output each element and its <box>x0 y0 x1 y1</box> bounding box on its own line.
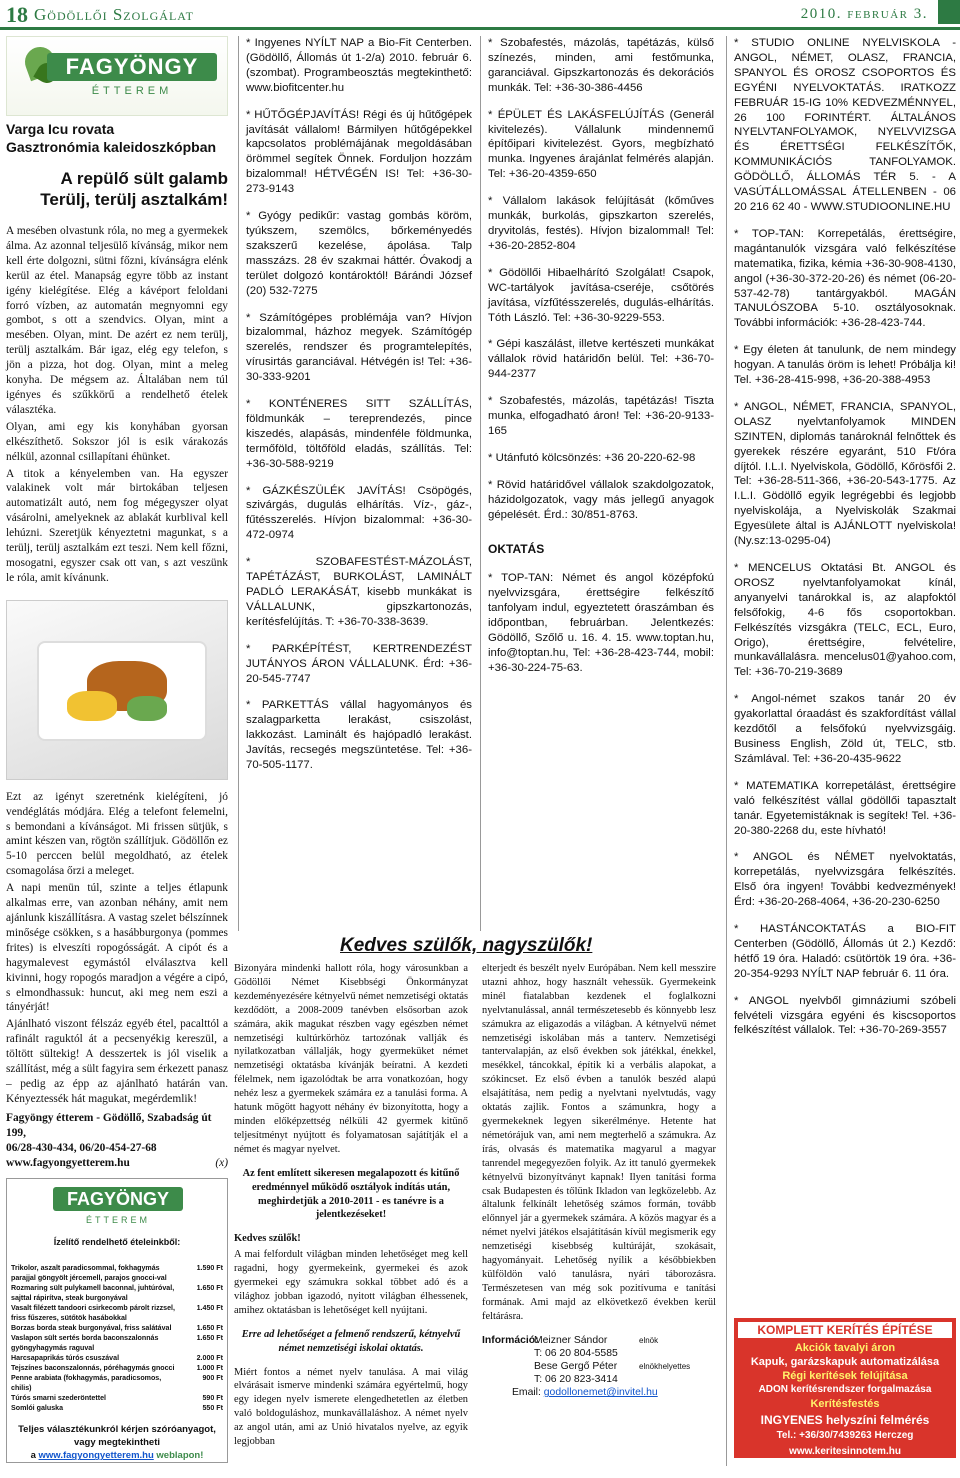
classified-ad: * GÁZKÉSZÜLÉK JAVÍTÁS! Csöpögés, szivárgás, dugulás elhárítás. Víz-, gáz-, fűtésszerelés. Hívjon bizalommal: +36-30-472-0974 <box>246 484 472 542</box>
ks-paragraph: elterjedt és beszélt nyelv Európában. Nem kell messzire utazni ahhoz, hogy használt vehessük. Gyermekeink minél fiatalabban kezdenek el foglalkozni nyelvtanulással, annál természetesebb és könnyebb lesz számukra az eligazodás a világban. A kétnyelvű német nemzetiségi iskolában más a tanterv. Nemzetiségi tantervalapján, az első években sok játékkal, énekkel, mesékkel, táncokkal, építik ki a verbális alapokat, a szókincset. Ez első évben a tanulók beszéd alapú elsajátítása, nem pedig a nyelvtani nyelvtudás, vagy oktatás zajlik. Fontos a számunkra, hogy a gyermekeknek legyen sikerélménye. Hetente hat németórájuk van, ami nem megterhelő a számukra. Az írás, olvasás és matematika magyarul a magyar tanrendel megegyezően folyik. Az itt tanuló gyermekek kétnyelvű bizonyítványt kapnak! Ilyen tanítási forma csak Budapesten és tőlünk Ikladon van legközelebb. Az általunk felkínált lehetőség számos formán, tovább előnnyel jár a gyermekek számára. A közös magyar és a német nyelvi játékos elsajátításán kívül megismerik egy nemzetiségi kisebbség kultúráját, szokásait, hagyományait. Lehetőség nyílik a későbbiekben külföldön való tanulásra, nyári táborozásra. Természetesen van még sok pozitívuma e tanítási formának. Ami majd az elkövetkező években kerül feltárásra. <box>482 963 716 1322</box>
classified-ad: * Szobafestés, mázolás, tapétázás! Tiszta munka, elfogadható áron! Tel: +36-20-9133-165 <box>488 395 714 437</box>
kicker-line: Gasztronómia kaleidoszkópban <box>6 139 217 155</box>
column-divider <box>480 36 481 931</box>
menu-list <box>7 1263 227 1413</box>
contact-line: 06/28-430-434, 06/20-454-27-68 <box>6 1141 157 1154</box>
menu-item-price: 1.650 Ft <box>196 1284 223 1293</box>
header-corner-block <box>938 0 960 24</box>
classified-ad: * Gyógy pedikűr: vastag gombás köröm, tyúkszem, szemölcs, bőrkeményedés szakszerű kezelése, ápolása. Talp masszázs. 28 év szakmai háttér. Óvakodj a terület dolgozó kontároktól! Bárándi József (20) 532-7275 <box>246 210 472 297</box>
menu-box <box>6 1178 228 1463</box>
restaurant-url[interactable]: www.fagyongyetterem.hu <box>6 1156 130 1169</box>
ks-subtitle: Kedves szülők! <box>234 1233 301 1245</box>
column-divider <box>726 36 727 1466</box>
menu-item-name: Vasalt filézett tandoori csirkecomb párolt rizzsel, friss fűszeres, sütőtök hasábokkal <box>11 1304 175 1323</box>
classified-ad: * PARKETTÁS vállal hagyományos és szalagparketta lerakást, csiszolást, lakkozást. Laminált és hajópadló lerakást. Javítás, recsegés megszüntetése. Tel: +36-70-505-1177. <box>246 699 472 772</box>
classified-ad: * TOP-TAN: Német és angol középfokú nyelvvizsgára, érettségire felkészítő tanfolyam indul, egyeztetett óraszámban és időpontban, februárban. Jelentkezés: Gödöllő, Szőlő u. 16. 4. 15. www.toptan.hu, info@toptan.hu, Tel: +36-28-423-744, mobil: +36-30-224-75-63. <box>488 572 714 674</box>
article-body-b <box>6 790 228 1107</box>
menu-item <box>7 1323 227 1333</box>
logo-brand: FAGYÖNGY <box>47 53 217 81</box>
classified-ad: * Rövid határidővel vállalok szakdolgozatok, házidolgozatok, vagy más jellegű anyagok gépelését. Érd.: 30/851-8763. <box>488 478 714 521</box>
menu-item-name: Somlói galuska <box>11 1404 64 1413</box>
article-paragraph: A titok a kényelemben van. Ha egyszer valakinek volt már birtokában teljesen automatizált autó, nem fog mégegyszer olyat vásárolni, amelyeknek az ablakát kurblival kell lehúzni. Szeretjük kényeztetni magunkat, s a terülj, terülj asztalkám ezt teszi. Nem kell főzni, mosogatni, egyszer csak ott van, s azt veszünk le róla, amit kívánunk. <box>6 467 228 584</box>
restaurant-column <box>6 36 228 1463</box>
ks-paragraph: Bizonyára mindenki hallott róla, hogy városunkban a Gödöllői Német Kisebbségi Önkormányzat kezdeményezésére kétnyelvű német nemzetiségi oktatás kezdődött, a 2008-2009 tanévben elsősorban azok számára, akik magukat részben vagy egészben német nemzetiségi kultúrkörhöz tartozónak vallják és nyilatkozatban vállalják, hogy gyermeküket német nemzetiségi oktatásba kívánják beíratni. A kezdeti félelmek, nem igazolódtak be arra vonatkozóan, hogy nehéz lesz a gyermekek számára ez a tanulási forma. A hatunk mögött hagyott néhány év bizonyította, hogy a minden előképzettség nélküli 42 gyermek kitűnő teljesítményt nyújtott és folyamatosan sajátítják el a német és magyar nyelvet. <box>234 963 468 1155</box>
classified-ad: * STUDIO ONLINE NYELVISKOLA - ANGOL, NÉMET, OLASZ, FRANCIA, SPANYOL ÉS OROSZ CSOPORTOS ÉS EGYÉNI NYELVOKTATÁS. IRATKOZZ FEBRUÁR 15-IG 10% KEDVEZMÉNNYEL, 26 100 FORINTÉRT. ÁLTALÁNOS NYELVTANFOLYAMOK, NYELVVIZSGA ÉS ÉRETTSÉGI FELKÉSZÍTŐK, KOMMUNIKÁCIÓS TANFOLYAMOK. GÖDÖLLŐ, ÁLLOMÁS TÉR 5. - A VASÚTÁLLOMÁSSAL ÁTELLENBEN - 06 20 216 62 40 - WWW.STUDIOONLINE.HU <box>734 37 956 213</box>
menu-item-price: 2.000 Ft <box>196 1354 223 1363</box>
ks-paragraph: A mai felfordult világban minden lehetőséget meg kell ragadni, hogy gyermekeink, gyermekei és azok gyermekei egy számukra sokkal többet adó és a világhoz jobban igazodó, nyitott világban élhessenek, amihez oktatásban is lehetőséget kell nyújtani. <box>234 1249 468 1316</box>
classifieds-column-3 <box>488 36 714 688</box>
classified-ad: * ANGOL és NÉMET nyelvoktatás, korrepetálás, nyelvvizsgára felkészítés. Első óra ingyen! További kedvezmények! Érd: +36-20-268-4064, +36-20-230-6250 <box>734 851 956 909</box>
menu-item-price: 1.590 Ft <box>196 1264 223 1273</box>
publication-title: Gödöllői Szolgálat <box>34 5 194 24</box>
classified-ad: * Utánfutó kölcsönzés: +36 20-220-62-98 <box>488 451 696 464</box>
menu-item-price: 1.650 Ft <box>196 1334 223 1343</box>
classified-ad: * Angol-német szakos tanár 20 év gyakorlattal óraadást és szakfordítást vállal kezdőtől a felsőfokú nyelvvizsgáig. Business English, Zöld út, TELC, stb. Számlával. Tel: +36-20-435-9622 <box>734 693 956 765</box>
article-paragraph: A napi menün túl, szinte a teljes étlapunk alkalmas erre, van azonban néhány, amit nem ajánlunk kiszállításra. A vastag szelet bélszínnek minősége csökken, s a hasábburgonya (pommes frites) is elveszíti ropogósságát. A cipót és a hagymalevest egymástól elválasztva kell kivinni, hogy ropogós maradjon a végére a cipó, s elmondhassuk: huncut, aki meg nem eszi a tányérját! <box>6 882 228 1014</box>
menu-item <box>7 1353 227 1363</box>
menu-url-link[interactable]: www.fagyongyetterem.hu <box>38 1450 154 1462</box>
restaurant-contact <box>6 1111 228 1171</box>
headline: A repülő sült galamb <box>60 169 228 188</box>
menu-item-price: 900 Ft <box>202 1374 223 1383</box>
menu-item-name: Harcsapaprikás túrós csuszával <box>11 1354 120 1363</box>
classifieds-column-2 <box>246 36 472 785</box>
menu-item <box>7 1303 227 1323</box>
menu-item-name: Tejszínes baconszalonnás, póréhagymás gnocci <box>11 1364 175 1373</box>
column-divider <box>238 36 239 931</box>
ks-left-column <box>234 962 468 1451</box>
classified-ad: * ANGOL nyelvből gimnáziumi szóbeli felvételi vizsgára egyéni és kiscsoportos felkészítést vállalok. Tel: +36-70-269-3557 <box>734 994 956 1037</box>
contact-email-link[interactable]: godollonemet@invitel.hu <box>543 1387 658 1399</box>
menu-item-name: Túrós smarni szederöntettel <box>11 1394 107 1403</box>
classified-ad: * MATEMATIKA korrepetálást, érettségire való felkészítést vállal gödöllői tapasztalt tanár. Egyetemistáknak is segítek! Tel. +36-20-380-2268 du, este hívható! <box>734 779 956 837</box>
classified-ad: * Ingyenes NYÍLT NAP a Bio-Fit Centerben. (Gödöllő, Állomás út 1-2/a) 2010. február 6. (szombat). Programbeosztás megtekinthető: www.biofitcenter.hu <box>246 37 472 94</box>
classifieds-column-4 <box>734 36 956 1050</box>
fagyongy-logo <box>6 36 228 116</box>
kicker-line: Varga Icu rovata <box>6 121 115 137</box>
classified-ad: * Gödöllői Hibaelhárító Szolgálat! Csapok, WC-tartályok javítása-cseréje, csőtörés javítása, vízfűtésszerelés, dugulás-elhárítás. Tóth László. Tel: +36-30-9229-553. <box>488 266 714 324</box>
article-paragraph: Olyan, ami egy kis konyhában gyorsan elkészíthető. Sokszor jól is esik várakozás nélkül, azonnal csillapítani éhünket. <box>6 420 228 463</box>
menu-logo <box>7 1179 227 1235</box>
menu-item-price: 590 Ft <box>202 1394 223 1403</box>
classified-ad: * KONTÉNERES SITT SZÁLLÍTÁS, földmunkák – tereprendezés, pince kiszedés, alapásás, mindenféle földmunka, termőföld, töltőföld eladás, szállítás. Tel: +36-30-588-9219 <box>246 398 472 470</box>
menu-item <box>7 1263 227 1283</box>
classified-ad: * Számítógépes problémája van? Hívjon bizalommal, házhoz megyek. Számítógép szerelés, rendszer és programtelepítés, vírusirtás garanciával. Hétvégén is! Tel: +36-30-333-9201 <box>246 311 472 384</box>
ks-title: Kedves szülők, nagyszülők! <box>340 935 593 956</box>
logo-subtitle: ÉTTEREM <box>85 1215 150 1226</box>
menu-item-name: Rozmaring sült pulykamell baconnal, juhtúróval, sajttal rápirítva, steak burgonyával <box>11 1284 175 1303</box>
menu-item-price: 1.650 Ft <box>196 1324 223 1333</box>
article-paragraph: A mesében olvastunk róla, no meg a gyermekek álma. Az azonnal teljesülő kívánság, mikor nem kell érte dolgozni, sütni főzni, kívánságra elénk kerül az étel. Manapság egyre több az instant igény kielégítése. Elég a kávéport feloldani forró vízben, az automatán megnyomni egy gombot, s ott a szendvics. Olyan, mint a mesében. Olyan, mint. De azért ez nem terülj, terülj asztalkám. Bár igaz, elég egy telefon, s jön a pizza, hot dog. Olyan, mint a meleg konyha. De mégsem az. Általában nem túl igényes és szűkkörű a rendelhető ételek választéka. <box>6 225 228 416</box>
classified-ad: * Szobafestés, mázolás, tapétázás, külső színezés, minden, ami festőmunka, garanciával. Gipszkartonozás és dekorációs munkák. Tel: +36-30-386-4456 <box>488 37 714 94</box>
menu-item <box>7 1393 227 1403</box>
logo-subtitle: ÉTTEREM <box>91 85 173 97</box>
menu-title: Ízelítő rendelhető ételeinkből: <box>53 1237 181 1248</box>
classified-ad: * Egy életen át tanulunk, de nem mindegy hogyan. A tanulás öröm is lehet! Próbálja ki! Tel. +36-28-415-998, +36-20-388-4953 <box>734 344 956 387</box>
contact-line: Fagyöngy étterem - Gödöllő, Szabadság út 199, <box>6 1111 212 1139</box>
ks-right-column <box>482 962 716 1400</box>
menu-item-name: Penne arabiata (fokhagymás, paradicsomos, chilis) <box>11 1374 162 1393</box>
classified-ad: * Vállalom lakások felújítását (kőműves munkák, burkolás, gipszkarton szerelés, dryvitolás, festés). Hívjon bizalommal! Tel: +36-20-2852-804 <box>488 195 714 252</box>
menu-footer-text: Teljes választékunkról kérjen szóróanyagot, vagy megtekintheti <box>18 1424 216 1449</box>
menu-item-price: 550 Ft <box>202 1404 223 1413</box>
classified-ad: * ÉPÜLET ÉS LAKÁSFELÚJÍTÁS (Generál kivitelezés). Vállalunk mindennemű építőipari kivitelezést. Gyors, megbízható munka. Ingyenes árajánlat felmérés alapján. Tel: +36-20-4359-650 <box>488 108 714 181</box>
classified-ad: * HŰTŐGÉPJAVÍTÁS! Régi és új hűtőgépek javítását vállalom! Bármilyen hűtőgépekkel kapcsolatos problémájának megoldásában örömmel segítek Önnek. Forduljon hozzám bizalommal! HÉTVÉGÉN IS! Tel: +36-30-273-9143 <box>246 108 472 196</box>
food-photo <box>6 600 228 780</box>
headline: Terülj, terülj asztalkám! <box>40 190 228 209</box>
article-paragraph: Ezt az igényt szeretnénk kielégíteni, jó vendéglátás módjára. Elég a telefont felemelni, s bemondani a kívánságot. Mi frissen sütjük, s amint készen van, rögtön szállítjuk. Gödöllőn ez 5-10 perccen belül megoldható, az ételek csomagolása őrzi a meleget. <box>6 790 228 878</box>
menu-item-price: 1.450 Ft <box>196 1304 223 1313</box>
menu-item <box>7 1333 227 1353</box>
menu-item <box>7 1283 227 1303</box>
classified-ad: * MENCELUS Oktatási Bt. ANGOL és OROSZ nyelvtanfolyamokat kínál, anyanyelvi tanárokkal is, az alapfoktól felsőfokig, 4-6 fős csoportokban. Felkészítés vizsgákra (TELC, ECL, Euro, Origo), érettségire, felvételire, munkavállalásra. mencelus01@yahoo.com, Tel: +36-70-219-3689 <box>734 562 956 679</box>
header-rule <box>0 27 960 30</box>
menu-item-name: Trikolor, aszalt paradicsommal, fokhagymás parajjal göngyölt jércemell, parajos gnocci-val <box>11 1264 167 1283</box>
menu-item <box>7 1373 227 1393</box>
menu-item-name: Vaslapon sült sertés borda baconszalonnás gyöngyhagymás raguval <box>11 1334 159 1353</box>
logo-brand: FAGYÖNGY <box>53 1187 183 1211</box>
classified-ad: * Gépi kaszálást, illetve kertészeti munkákat vállalok rövid határidőn belül. Tel: +36-70-944-2377 <box>488 338 714 381</box>
page-header <box>0 0 960 26</box>
menu-item-name: Borzas borda steak burgonyával, friss salátával <box>11 1324 172 1333</box>
menu-item <box>7 1403 227 1413</box>
classified-ad: * HASTÁNCOKTATÁS a BIO-FIT Centerben (Gödöllő, Állomás út 2.) Kezdő: hétfő 19 óra. Haladó: csütörtök 19 óra. +36-20-354-9293 NYÍLT NAP február 6. 11 óra. <box>734 923 956 980</box>
menu-footer: Teljes választékunkról kérjen szóróanyagot, vagy megtekintheti a www.fagyongyetterem.hu weblapon! <box>7 1423 227 1462</box>
issue-date: 2010. február 3. <box>800 6 928 22</box>
ks-contact: Információ:Meizner Sándor elnök T: 06 20 804-5585 Bese Gergő Péter elnökhelyettes T: 06 20 823-3414 Email: godollonemet@invitel.hu <box>482 1334 691 1399</box>
classified-ad: * ANGOL, NÉMET, FRANCIA, SPANYOL, OLASZ nyelvtanfolyamok MINDEN SZINTEN, diplomás tanároknál felnőttek és gyerekek részére egyaránt, 510 Ft/óra díjtól. I.L.I. Nyelviskola, Gödöllő, Kőrösfői 2. Tel: +36-28-511-366, +36-20-543-1775. Az I.L.I. Gödöllő egyik legrégebbi és legjobb nyelviskolája, a Nyelviskolák Szakmai Egyesülete által is AJÁNLOTT nyelviskola! (Ny.sz:13-0295-04) <box>734 400 956 548</box>
ks-paragraph: Miért fontos a német nyelv tanulása. A mai világ elvárásait ismerve mindenki számára egyértelmű, hogy egy idegen nyelv ismerete elengedhetetlen az életben való boldoguláshoz, munkavállaláshoz. A német nyelv az angol után, ami az Unió hivatalos nyelve, az egyik legjobban <box>234 1366 468 1448</box>
ks-italic-callout: Erre ad lehetőséget a felmenő rendszerű, kétnyelvű német nemzetiségi iskolai oktatás. <box>241 1328 461 1354</box>
ks-callout: Az fent említett sikeresen megalapozott és kitűnő eredménnyel működő osztályok indítás után, meghirdetjük a 2010-2011 - es tanévre is a jelentkezéseket! <box>242 1167 460 1221</box>
classified-ad: * TOP-TAN: Korrepetálás, érettségire, magántanulók vizsgára való felkészítése matematika, fizika, kémia +36-30-908-4130, angol (+36-30-372-20-26) és német (06-20-537-42-78) tantárgyakból. MAGÁN TANULÓSZOBA 5-10. osztályosoknak. További információk: +36-28-423-744. <box>734 227 956 330</box>
menu-item <box>7 1363 227 1373</box>
classified-ad: * PARKÉPÍTÉST, KERTRENDEZÉST JUTÁNYOS ÁRON VÁLLALUNK. Érd: +36-20-545-7747 <box>246 642 472 685</box>
section-title-oktatas: OKTATÁS <box>488 542 545 557</box>
ad-tag: (x) <box>215 1156 228 1169</box>
menu-item-price: 1.000 Ft <box>196 1364 223 1373</box>
article-paragraph: Ajánlható viszont félszáz egyéb étel, pacalttól a rafinált raguktól át a pecsenyékig kereszül, a töltött sültekig! A desszertek is jól viselik a szállítást, még a sült fagyira sem érkezett panasz – pedig az épp az ajánlható határán van. Kényeztessék hát magukat, megérdemlik! <box>6 1018 228 1105</box>
page-number: 18 <box>6 2 28 27</box>
fence-advert: KOMPLETT KERÍTÉS ÉPÍTÉSE Akciók tavalyi áron Kapuk, garázskapuk automatizálása Régi kerítések felújítása ADON kerítésrendszer forgalmazása Kerítésfestés INGYENES helyszíni felmérés Tel.: +36/30/7439263 Herczeg www.keritesinnotem.hu <box>734 1318 956 1458</box>
article-body-a <box>6 224 228 586</box>
classified-ad: * SZOBAFESTÉST-MÁZOLÁST, TAPÉTÁZÁST, BURKOLÁST, LAMINÁLT PADLÓ LERAKÁSÁT, kisebb munkákat is VÁLLALUNK, gipszkartonozás, kerítésfelújítás. T: +36-70-338-3639. <box>246 556 472 628</box>
